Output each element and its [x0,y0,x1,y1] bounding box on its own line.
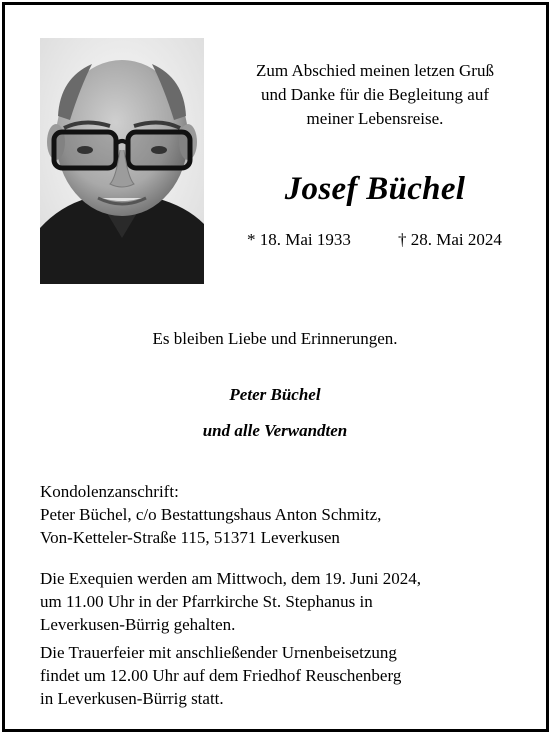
funeral-line: Die Trauerfeier mit anschließender Urnenbeisetzung [40,643,397,662]
funeral-notice [40,641,520,710]
mourner-relatives: und alle Verwandten [202,421,348,440]
condolence-address [40,480,520,549]
exequien-line: Leverkusen-Bürrig gehalten. [40,615,236,634]
mourner-name: Peter Büchel [229,385,321,404]
death-date: † 28. Mai 2024 [398,230,502,249]
funeral-line: in Leverkusen-Bürrig statt. [40,689,224,708]
condolence-line: Von-Ketteler-Straße 115, 51371 Leverkusen [40,528,340,547]
funeral-line: findet um 12.00 Uhr auf dem Friedhof Reuschenberg [40,666,402,685]
exequien-notice [40,567,520,636]
portrait-illustration [40,38,204,284]
condolence-heading: Kondolenzanschrift: [40,482,179,501]
verse-line: und Danke für die Begleitung auf [260,85,489,104]
verse-line: Zum Abschied meinen letzen Gruß [256,61,494,80]
portrait-photo [40,38,204,284]
memories-line: Es bleiben Liebe und Erinnerungen. [152,329,398,348]
farewell-verse [225,59,525,131]
birth-date: * 18. Mai 1933 [247,230,351,249]
condolence-line: Peter Büchel, c/o Bestattungshaus Anton Schmitz, [40,505,382,524]
deceased-name: Josef Büchel [284,171,466,207]
exequien-line: Die Exequien werden am Mittwoch, dem 19. Juni 2024, [40,569,422,588]
verse-line: meiner Lebensreise. [306,109,444,128]
exequien-line: um 11.00 Uhr in der Pfarrkirche St. Stephanus in [40,592,373,611]
